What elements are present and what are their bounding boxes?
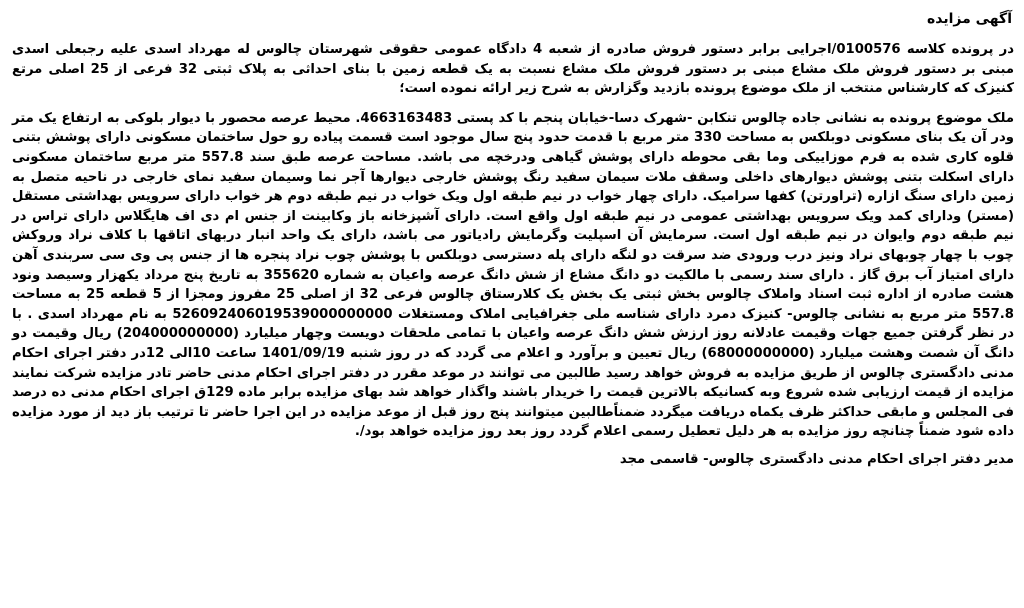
notice-intro-paragraph: در پرونده کلاسه 0100576/اجرایی برابر دستور فروش صادره از شعبه 4 دادگاه عمومی حقوقی شهرستان چالوس له مهرداد اسدی علیه رجبعلی اسدی مبنی بر دستور فروش ملک مشاع مبنی بر دستور فروش ملک مشاع نسبت به یک قطعه زمین با بنای احداثی به پلاک ثبتی 32 فرعی از 25 اصلی مرتع کنیزک که کارشناس منتخب از ملک موضوع پرونده بازدید وگزارش به شرح زیر ارائه نموده است؛ (12, 42, 1015, 97)
notice-title: آگهی مزایده (926, 11, 1012, 27)
property-description-paragraph: ملک موضوع پرونده به نشانی جاده چالوس تنکابن -شهرک دسا-خیابان پنجم با کد پستی 4663163483. محیط عرصه محصور با دیوار بلوکی به ارتفاع یک متر ودر آن یک بنای مسکونی دوبلکس به مساحت 330 متر مربع با قدمت حدود پنج سال موجود است قسمت پیاده رو حول ساختمان مسکونی دارای پوشش بتنی قلوه کاری شده به فرم موزاییکی وما بقی محوطه دارای پوشش گیاهی ودرخچه می باشد. مساحت عرصه طبق سند 557.8 متر مربع ساختمان مسکونی دارای اسکلت بتنی پوشش دیوارهای داخلی وسقف ملات سیمان سفید رنگ پوشش خارجی دیوارها آجر نما وسیمان سفید نمای خارجی در ناحیه متصل به زمین دارای سنگ ازاره (تراورتن) کفها سرامیک. دارای چهار خواب در نیم طبقه اول ویک خواب در نیم طبقه دوم هر خواب دارای سرویس بهداشتی مستقل (مستر) ودارای کمد ویک سرویس بهداشتی عمومی در نیم طبقه اول واقع است. دارای آشپزخانه باز وکابینت از جنس ام دی اف هایگلاس دارای تراس در نیم طبقه دوم وایوان در نیم طبقه اول است. سرمایش آن اسپلیت وگرمایش رادیاتور می باشد، دارای یک واحد انبار دربهای اتاقها با کلاف نراد وروکش چوب با چهار چوبهای نراد ونیز درب ورودی ضد سرقت دو لنگه دارای پله دسترسی دوبلکس با پوشش چوب نراد پنجره ها از جنس پی وی سی سربندی آهن دارای امتیاز آب برق گاز . دارای سند رسمی با مالکیت دو دانگ مشاع از شش دانگ عرصه واعیان به شماره 355620 به تاریخ پنج مرداد یکهزار وسیصد ونود هشت صادره از اداره ثبت اسناد واملاک چالوس بخش ثبتی یک بخش یک کلارستاق چالوس فرعی 32 از اصلی 25 مفروز ومجزا از 5 قطعه 25 به مساحت 557.8 متر مربع به نشانی چالوس- کنیزک دمرد دارای شناسه ملی جغرافیایی املاک ومستغلات 526092406019539000000000 به نام مهرداد اسدی . با در نظر گرفتن جمیع جهات وقیمت عادلانه روز ارزش شش دانگ عرصه واعیان با تمامی ملحقات دویست وچهار میلیارد (204000000000) ریال وقیمت دو دانگ آن شصت وهشت میلیارد (68000000000) ریال تعیین و برآورد و اعلام می گردد که در روز شنبه 1401/09/19 ساعت 10الی 12در دفتر اجرای احکام مدنی دادگستری چالوس از طریق مزایده به فروش خواهد رسید طالبین می توانند در موعد مقرر در دفتر اجرای احکام مدنی حاضر تادر مزایده شرکت نمایند مزایده از قیمت ارزیابی شده شروع وبه کسانیکه بالاترین قیمت را خریدار باشند واگذار خواهد شد بهای مزایده برابر ماده 129ق اجرای احکام مدنی ده درصد فی المجلس و مابقی حداکثر ظرف یکماه دریافت میگردد ضمناًطالبین میتوانند پنج روز قبل از موعد مزایده در این اجرا حاضر تا ترتیب باز دید از مورد مزایده داده شود ضمناً چنانچه روز مزایده به هر دلیل تعطیل رسمی اعلام گردد روز بعد روز مزایده خواهد بود/. (12, 110, 1015, 440)
notice-signature: مدیر دفتر اجرای احکام مدنی دادگستری چالوس- قاسمی مجد (619, 451, 1014, 467)
